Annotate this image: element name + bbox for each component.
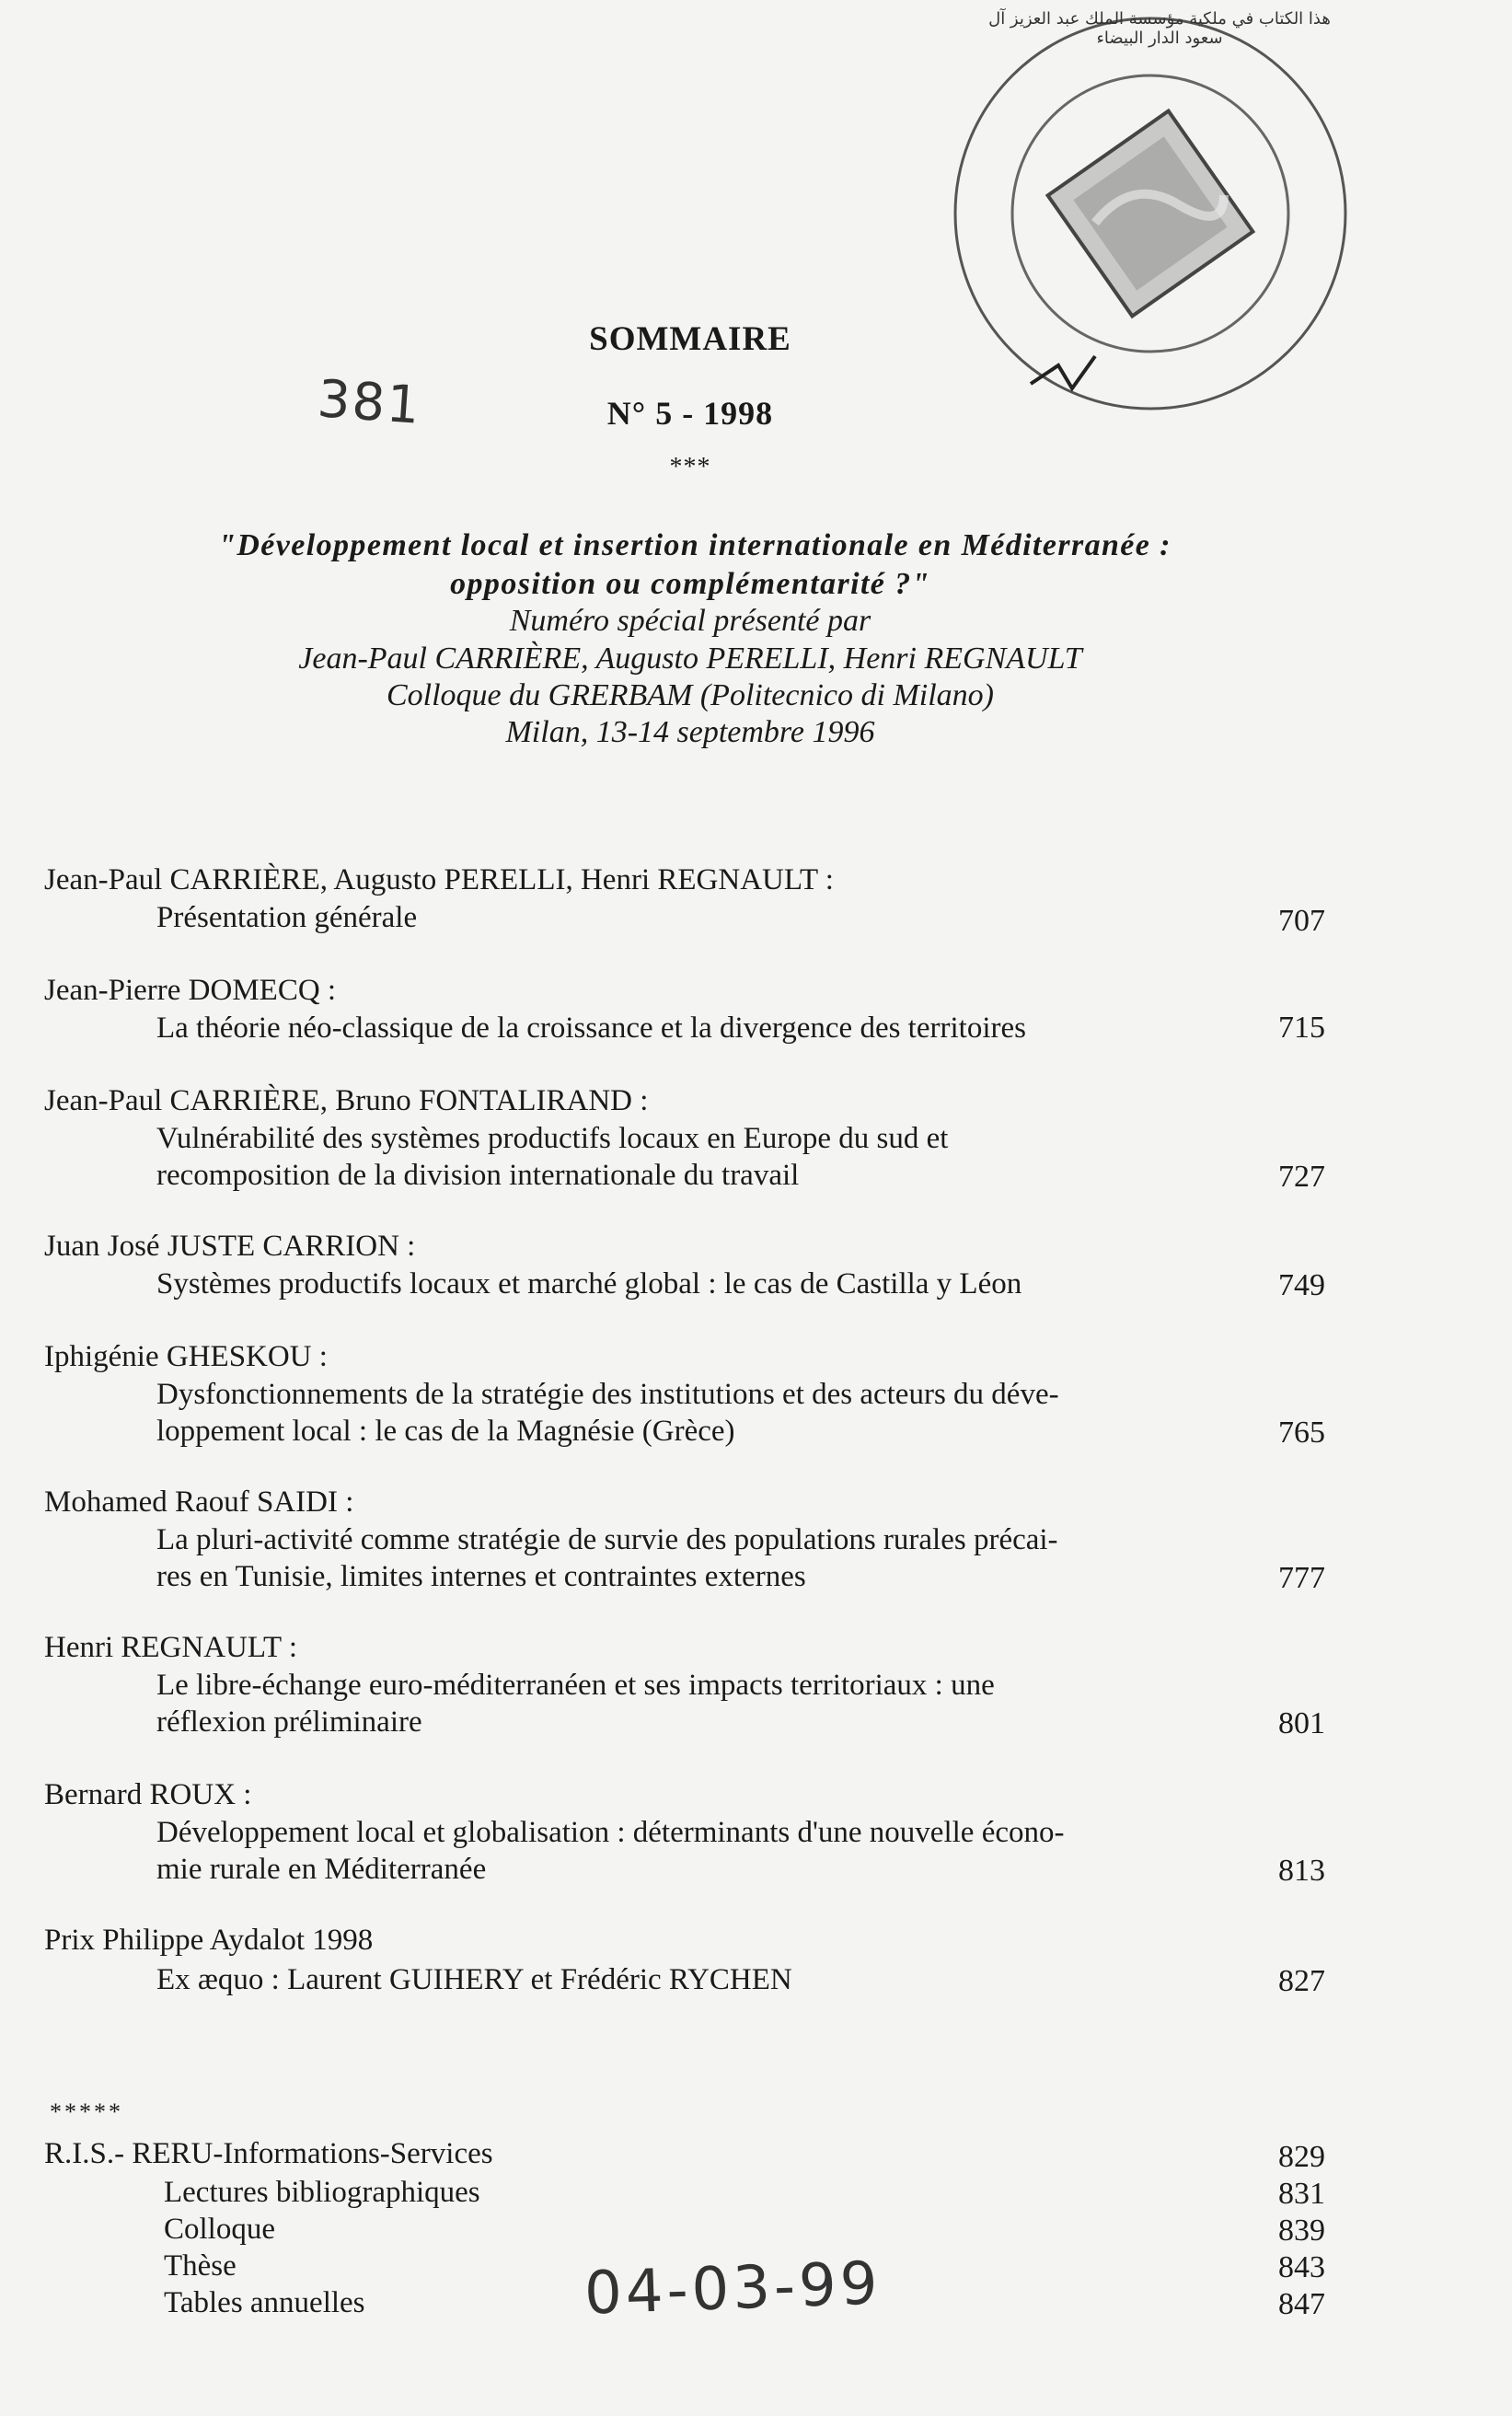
article-title-line: Dysfonctionnements de la stratégie des institutions et des acteurs du déve- — [156, 1378, 1059, 1411]
article-title-line: res en Tunisie, limites internes et contraintes externes — [156, 1560, 806, 1593]
ris-item: Tables annuelles — [164, 2286, 365, 2319]
article-title-line: Ex æquo : Laurent GUIHERY et Frédéric RYCHEN — [156, 1963, 792, 1996]
handwritten-date: 04-03-99 — [583, 2249, 883, 2329]
article-authors: Jean-Paul CARRIÈRE, Augusto PERELLI, Henri REGNAULT : — [44, 863, 834, 896]
ris-item-page: 847 — [1278, 2287, 1325, 2321]
article-page: 707 — [1278, 904, 1325, 938]
article-title-line: Développement local et globalisation : déterminants d'une nouvelle écono- — [156, 1816, 1065, 1849]
article-title-line: mie rurale en Méditerranée — [156, 1853, 487, 1886]
article-page: 727 — [1278, 1160, 1325, 1194]
article-authors: Jean-Pierre DOMECQ : — [44, 974, 337, 1007]
article-authors: Henri REGNAULT : — [44, 1631, 297, 1664]
article-title-line: recomposition de la division internationale du travail — [156, 1159, 800, 1192]
ris-title: R.I.S.- RERU-Informations-Services — [44, 2137, 493, 2170]
ris-item-page: 843 — [1278, 2250, 1325, 2284]
article-title-line: Systèmes productifs locaux et marché global : le cas de Castilla y Léon — [156, 1267, 1022, 1300]
article-authors: Bernard ROUX : — [44, 1778, 252, 1811]
article-authors: Prix Philippe Aydalot 1998 — [44, 1924, 374, 1957]
article-title-line: La théorie néo-classique de la croissance et la divergence des territoires — [156, 1011, 1026, 1045]
article-page: 715 — [1278, 1011, 1325, 1045]
ris-item: Colloque — [164, 2213, 275, 2246]
article-page: 813 — [1278, 1854, 1325, 1888]
ris-separator: ***** — [50, 2098, 123, 2125]
article-authors: Jean-Paul CARRIÈRE, Bruno FONTALIRAND : — [44, 1084, 649, 1117]
special-issue-title-2: opposition ou complémentarité ?" — [450, 567, 930, 601]
special-issue-editors: Jean-Paul CARRIÈRE, Augusto PERELLI, Henri REGNAULT — [298, 642, 1082, 676]
special-issue-title-1: "Développement local et insertion internationale en Méditerranée : — [218, 528, 1172, 562]
article-authors: Mohamed Raouf SAIDI : — [44, 1485, 354, 1519]
article-title-line: La pluri-activité comme stratégie de survie des populations rurales précai- — [156, 1523, 1058, 1556]
handwritten-catalog-number: 381 — [315, 369, 424, 436]
header-separator: *** — [669, 453, 711, 481]
ris-item-page: 831 — [1278, 2177, 1325, 2211]
article-title-line: réflexion préliminaire — [156, 1705, 422, 1739]
stamp-text: هذا الكتاب في ملكية مؤسسة الملك عبد العزيز آل سعود الدار البيضاء — [988, 9, 1331, 48]
article-page: 827 — [1278, 1964, 1325, 1998]
article-title-line: Vulnérabilité des systèmes productifs locaux en Europe du sud et — [156, 1122, 949, 1155]
special-issue-place-date: Milan, 13-14 septembre 1996 — [505, 715, 875, 749]
article-page: 749 — [1278, 1268, 1325, 1302]
page-title: SOMMAIRE — [589, 320, 791, 358]
article-page: 801 — [1278, 1706, 1325, 1740]
special-issue-presented: Numéro spécial présenté par — [509, 604, 871, 638]
issue-number: N° 5 - 1998 — [606, 395, 774, 432]
ris-item: Lectures bibliographiques — [164, 2176, 480, 2209]
article-page: 765 — [1278, 1416, 1325, 1450]
article-authors: Juan José JUSTE CARRION : — [44, 1230, 416, 1263]
article-title-line: Le libre-échange euro-méditerranéen et ses impacts territoriaux : une — [156, 1669, 995, 1702]
article-page: 777 — [1278, 1561, 1325, 1595]
article-authors: Iphigénie GHESKOU : — [44, 1340, 328, 1373]
article-title-line: Présentation générale — [156, 901, 418, 934]
ris-item: Thèse — [164, 2249, 237, 2283]
article-title-line: loppement local : le cas de la Magnésie (Grèce) — [156, 1415, 735, 1448]
special-issue-colloquium: Colloque du GRERBAM (Politecnico di Milano) — [386, 678, 994, 712]
ris-item-page: 839 — [1278, 2214, 1325, 2248]
ris-title-page: 829 — [1278, 2140, 1325, 2174]
